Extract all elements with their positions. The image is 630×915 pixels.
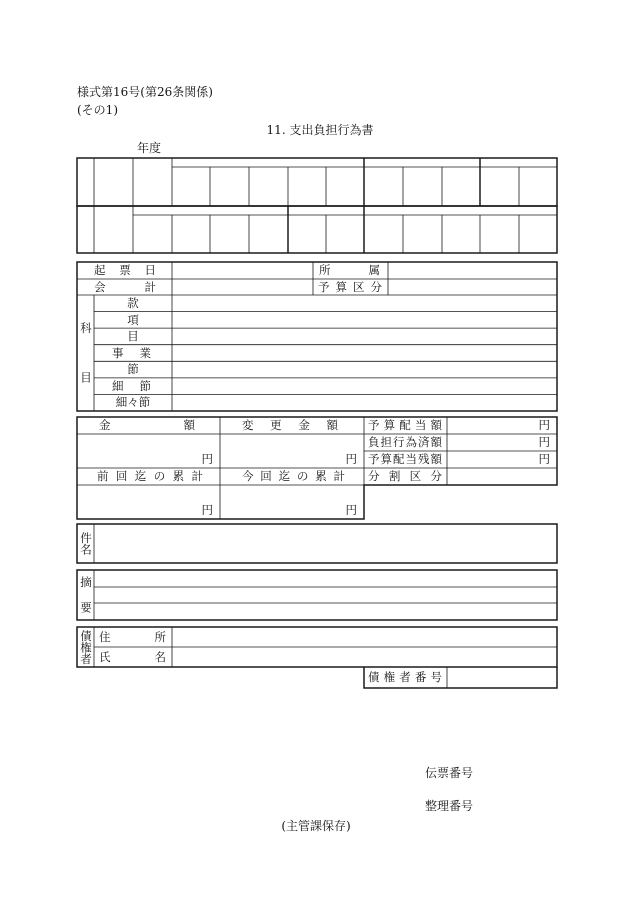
subject-row-label-kou: 項 xyxy=(127,312,139,327)
budget-allocated-value: 円 xyxy=(538,418,550,432)
account-label: 会 計 xyxy=(94,280,156,294)
department-value xyxy=(388,262,557,279)
subject-row-label-saisaisetsu: 細々節 xyxy=(115,395,151,410)
form-part: (その1) xyxy=(77,103,118,117)
yen-unit: 円 xyxy=(345,503,357,517)
changed-amount-label: 変 更 金 額 xyxy=(242,418,338,432)
summary-line xyxy=(94,587,557,603)
subject-row-label-setsu: 節 xyxy=(127,362,139,377)
yen-unit: 円 xyxy=(201,452,213,466)
name-label: 氏 名 xyxy=(99,650,166,664)
subject-row-value xyxy=(172,378,557,395)
creditor-label: 債権者 xyxy=(79,629,93,665)
committed-amount-label: 負担行為済額 xyxy=(368,435,442,449)
document-title: 11. 支出負担行為書 xyxy=(266,123,374,137)
date-label: 起 票 日 xyxy=(94,263,156,277)
subject-row-label-moku: 目 xyxy=(127,329,139,344)
subject-row-label-kan: 款 xyxy=(127,296,139,310)
account-value xyxy=(172,279,313,295)
subject-matter-value xyxy=(94,524,557,563)
budget-category-label: 予 算 区 分 xyxy=(318,280,382,294)
budget-allocated-label: 予 算 配 当 額 xyxy=(368,418,442,432)
summary-label: 摘要 xyxy=(79,576,93,613)
department-label: 所 属 xyxy=(319,263,380,277)
split-category-label: 分 割 区 分 xyxy=(368,469,442,483)
reference-number-label: 整理番号 xyxy=(425,799,474,813)
creditor-number-label: 債 権 者 番 号 xyxy=(368,670,442,684)
amount-label: 金 額 xyxy=(99,418,195,432)
address-label: 住 所 xyxy=(99,630,166,644)
summary-line xyxy=(94,603,557,620)
subject-row-value xyxy=(172,361,557,378)
committed-amount-value: 円 xyxy=(538,435,550,449)
split-category-value xyxy=(447,468,557,485)
budget-category-value xyxy=(388,279,557,295)
voucher-number-label: 伝票番号 xyxy=(425,766,474,780)
form-number: 様式第16号(第26条関係) xyxy=(77,85,213,99)
yen-unit: 円 xyxy=(345,452,357,466)
budget-remaining-value: 円 xyxy=(538,452,550,466)
subject-row-label-saisetsu: 細 節 xyxy=(112,378,151,393)
subject-label: 科目 xyxy=(79,322,93,383)
yen-unit: 円 xyxy=(201,503,213,517)
previous-total-label: 前 回 迄 の 累 計 xyxy=(97,469,203,483)
address-value xyxy=(172,627,557,647)
subject-row-value xyxy=(172,394,557,411)
subject-matter-label: 件名 xyxy=(79,532,93,555)
header-grid-bottom xyxy=(77,206,557,253)
subject-row-value xyxy=(172,328,557,345)
subject-row-value xyxy=(172,295,557,312)
fiscal-year-label: 年度 xyxy=(137,141,162,155)
current-total-label: 今 回 迄 の 累 計 xyxy=(242,469,345,483)
subject-row-label-jigyou: 事 業 xyxy=(112,345,151,360)
budget-remaining-label: 予算配当残額 xyxy=(368,452,442,466)
creditor-number-value xyxy=(447,667,557,688)
subject-row-value xyxy=(172,312,557,329)
header-grid-top xyxy=(77,158,557,206)
retention-note: (主管課保存) xyxy=(281,819,351,833)
changed-amount-value xyxy=(220,434,364,468)
name-value xyxy=(172,647,557,667)
subject-row-value xyxy=(172,345,557,362)
current-total-value xyxy=(220,485,364,519)
summary-line xyxy=(94,570,557,587)
date-value xyxy=(172,262,313,279)
previous-total-value xyxy=(77,485,220,519)
amount-value xyxy=(77,434,220,468)
